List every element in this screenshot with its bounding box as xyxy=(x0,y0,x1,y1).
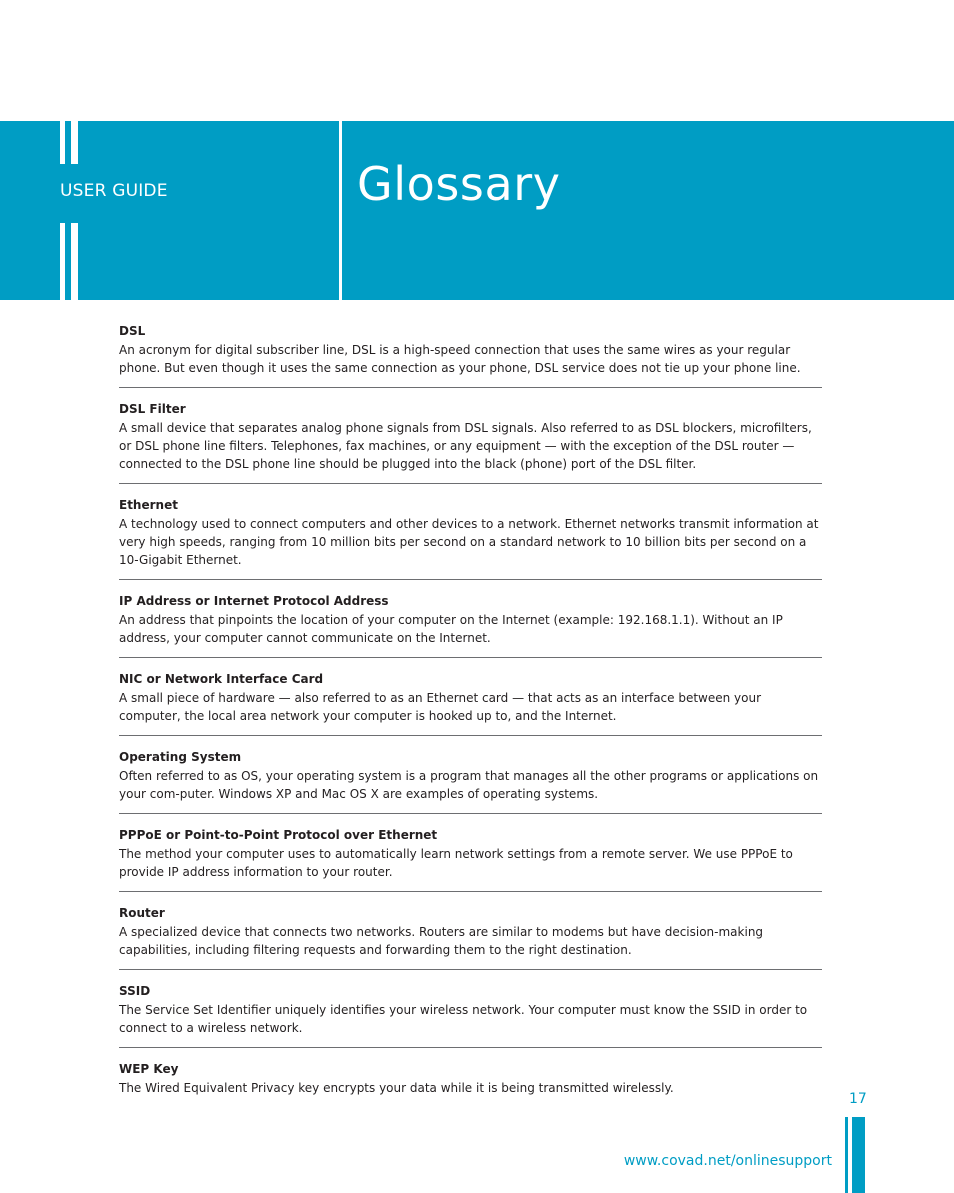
glossary-term: DSL xyxy=(119,324,146,338)
glossary-term: NIC or Network Interface Card xyxy=(119,672,324,686)
decorative-bar xyxy=(71,223,78,300)
glossary-entry xyxy=(119,400,822,484)
glossary-entry xyxy=(119,1060,822,1107)
glossary-term: PPPoE or Point-to-Point Protocol over Ethernet xyxy=(119,828,438,842)
footer-decorative-bar xyxy=(845,1117,848,1193)
glossary-definition: An address that pinpoints the location of your computer on the Internet (example: 192.168.1.1). Without an IP address, your computer cannot communicate on the Internet. xyxy=(119,613,783,645)
footer-decorative-bar xyxy=(852,1117,865,1193)
decorative-bar xyxy=(60,223,65,300)
glossary-definition: A small device that separates analog phone signals from DSL signals. Also referred to as DSL blockers, microfilters, or DSL phone line filters. Telephones, fax machines, or any equipment — with the exception of the DSL router — connected to the DSL phone line should be plugged into the black (phone) port of the DSL filter. xyxy=(119,421,812,471)
glossary-entry xyxy=(119,496,822,580)
glossary-entry xyxy=(119,322,822,388)
glossary-term: SSID xyxy=(119,984,151,998)
glossary-definition: The Service Set Identifier uniquely identifies your wireless network. Your computer must know the SSID in order to connect to a wireless network. xyxy=(119,1003,808,1035)
glossary-definition: The method your computer uses to automatically learn network settings from a remote server. We use PPPoE to provide IP address information to your router. xyxy=(119,847,793,879)
glossary-term: Router xyxy=(119,906,165,920)
section-label: USER GUIDE xyxy=(60,181,168,201)
glossary-entry xyxy=(119,592,822,658)
glossary-definition: A specialized device that connects two networks. Routers are similar to modems but have decision-making capabilities, including filtering requests and forwarding them to the right destination. xyxy=(119,925,764,957)
glossary-entry xyxy=(119,982,822,1048)
page-number: 17 xyxy=(849,1091,867,1107)
glossary-definition: Often referred to as OS, your operating system is a program that manages all the other programs or applications on your com-puter. Windows XP and Mac OS X are examples of operating systems. xyxy=(119,769,819,801)
decorative-bar xyxy=(60,121,65,164)
glossary-term: Ethernet xyxy=(119,498,178,512)
glossary-list xyxy=(119,322,822,1119)
glossary-term: DSL Filter xyxy=(119,402,186,416)
glossary-entry xyxy=(119,904,822,970)
page-title: Glossary xyxy=(357,157,561,211)
glossary-definition: A small piece of hardware — also referred to as an Ethernet card — that acts as an interface between your computer, the local area network your computer is hooked up to, and the Internet. xyxy=(119,691,762,723)
glossary-term: WEP Key xyxy=(119,1062,179,1076)
glossary-entry xyxy=(119,826,822,892)
decorative-bar xyxy=(71,121,78,164)
banner-divider xyxy=(339,121,342,300)
glossary-entry xyxy=(119,748,822,814)
glossary-definition: The Wired Equivalent Privacy key encrypts your data while it is being transmitted wirelessly. xyxy=(119,1081,674,1095)
header-banner xyxy=(0,121,954,300)
glossary-entry xyxy=(119,670,822,736)
glossary-definition: A technology used to connect computers and other devices to a network. Ethernet networks transmit information at very high speeds, ranging from 10 million bits per second on a standard network to 10 billion bits per second on a 10-Gigabit Ethernet. xyxy=(119,517,819,567)
support-url-link[interactable]: www.covad.net/onlinesupport xyxy=(623,1153,832,1169)
glossary-definition: An acronym for digital subscriber line, DSL is a high-speed connection that uses the same wires as your regular phone. But even though it uses the same connection as your phone, DSL service does not tie up your phone line. xyxy=(119,343,801,375)
glossary-term: IP Address or Internet Protocol Address xyxy=(119,594,389,608)
glossary-term: Operating System xyxy=(119,750,242,764)
